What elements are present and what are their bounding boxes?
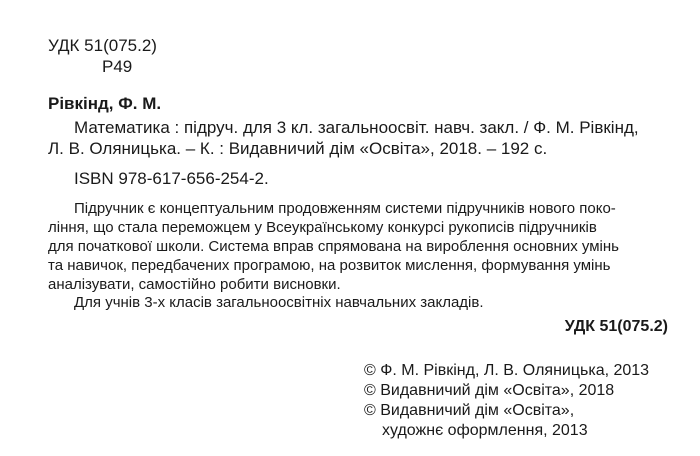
annotation-line: ління, що стала переможцем у Всеукраїнському конкурсі рукописів підручників bbox=[48, 219, 597, 236]
bibliographic-description-line-1: Математика : підруч. для 3 кл. загальноосвіт. навч. закл. / Ф. М. Рівкінд, bbox=[74, 118, 639, 137]
isbn-number: ISBN 978-617-656-254-2. bbox=[74, 169, 269, 188]
copyright-authors: © Ф. М. Рівкінд, Л. В. Оляницька, 2013 bbox=[364, 362, 650, 379]
bibliographic-description-line-2: Л. В. Оляницька. – К. : Видавничий дім «Освіта», 2018. – 192 с. bbox=[48, 139, 548, 158]
copyright-publisher-design: © Видавничий дім «Освіта», bbox=[364, 402, 575, 419]
copyright-design-note: художнє оформлення, 2013 bbox=[382, 422, 588, 439]
target-audience: Для учнів 3-х класів загальноосвітніх навчальних закладів. bbox=[74, 294, 484, 311]
author-mark-code: Р49 bbox=[102, 57, 133, 76]
udk-code-bottom: УДК 51(075.2) bbox=[564, 318, 668, 335]
annotation-line: для початкової школи. Система вправ спрямована на вироблення основних умінь bbox=[48, 238, 619, 255]
annotation-line: та навичок, передбачених програмою, на розвиток мислення, формування умінь bbox=[48, 257, 611, 274]
annotation-line: Підручник є концептуальним продовженням системи підручників нового поко- bbox=[74, 200, 616, 217]
annotation-line: аналізувати, самостійно робити висновки. bbox=[48, 276, 341, 293]
copyright-publisher: © Видавничий дім «Освіта», 2018 bbox=[364, 382, 615, 399]
author-heading: Рівкінд, Ф. М. bbox=[48, 94, 162, 113]
udk-code-top: УДК 51(075.2) bbox=[48, 36, 157, 55]
annotation-paragraph bbox=[48, 199, 670, 294]
